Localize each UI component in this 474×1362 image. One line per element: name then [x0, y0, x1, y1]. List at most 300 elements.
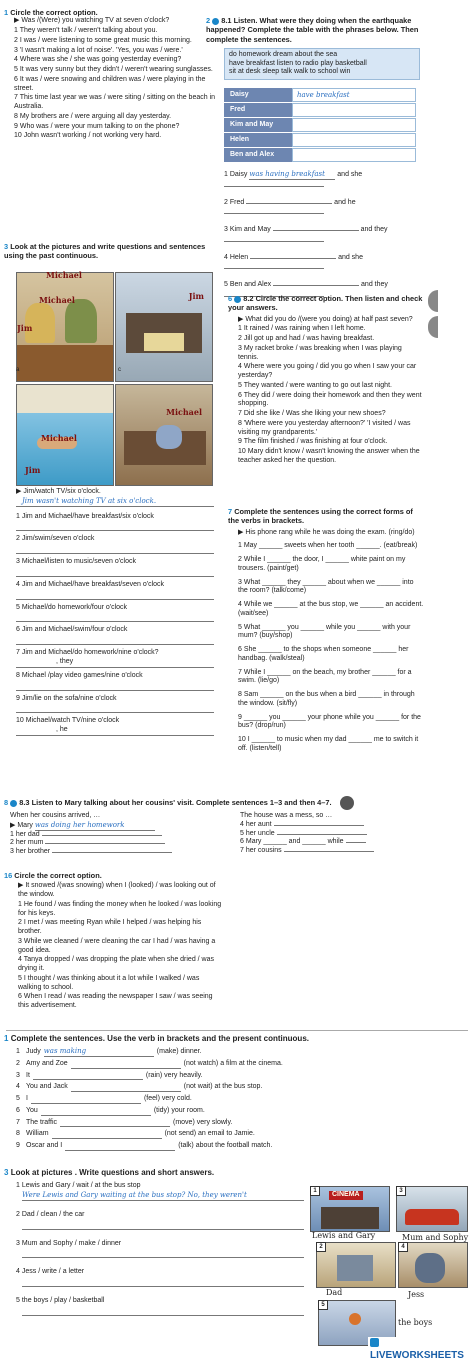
option-item[interactable]: 5 I thought / was thinking about it a lot while I walked / was walking to school. — [18, 974, 200, 991]
he-label: , he — [56, 726, 68, 733]
logo-text: LIVEWORKSHEETS — [370, 1349, 464, 1361]
prompt-item — [16, 581, 214, 600]
exercise-6 — [228, 294, 424, 467]
answer-field[interactable]: was having breakfast — [249, 170, 335, 180]
item-number: 4 — [240, 820, 244, 828]
exercise-16 — [4, 871, 224, 1012]
picture-label: Mum and Sophy — [402, 1233, 469, 1242]
answer-table — [224, 88, 416, 162]
prompt-item — [16, 717, 214, 736]
item-subject: her dad — [15, 830, 40, 838]
exercise-title: Circle the correct option. — [10, 8, 98, 17]
option-item[interactable]: 2 Jill got up and had / was having breakfast. — [238, 335, 375, 342]
sentence-item — [240, 847, 440, 856]
answer-field[interactable]: was doing her homework — [35, 821, 155, 831]
picture-badge: 4 — [398, 1242, 408, 1252]
sentence-item — [10, 839, 240, 848]
exercise-6-header — [228, 294, 424, 313]
answer-line[interactable] — [224, 207, 324, 214]
prompt-item — [16, 695, 214, 714]
item-number: 9 — [16, 1142, 20, 1149]
item-number: 1 — [10, 830, 14, 838]
row-name: Fred — [224, 103, 292, 117]
answer-field[interactable] — [60, 1126, 170, 1127]
item-subject: The traffic — [26, 1118, 57, 1126]
answer-field[interactable] — [274, 825, 364, 826]
prompt-text: 10 Michael/watch TV/nine o'clock — [16, 717, 120, 725]
sentence-item — [16, 1072, 444, 1081]
option-item[interactable]: 2 I met / was meeting Ryan while I helped / was helping his brother. — [18, 919, 202, 935]
prompt-item — [16, 672, 214, 691]
option-item[interactable]: 10 Mary didn't know / wasn't knowing the answer when the teacher asked her the question. — [238, 448, 420, 464]
picture-badge: 3 — [396, 1186, 406, 1196]
sentence-item — [240, 821, 440, 830]
sentence-item — [16, 1107, 444, 1116]
prompt — [16, 1240, 304, 1249]
gap-fill-item[interactable]: 6 She ______ to the shops when someone ______ her handbag. (walk/steal) — [238, 646, 409, 662]
option-item[interactable]: 5 It was very sunny but they didn't / weren't wearing sunglasses. — [14, 66, 213, 73]
item-number: 7 — [16, 1118, 20, 1126]
answer-field[interactable] — [250, 258, 336, 259]
exercise-1 — [4, 8, 216, 142]
option-item[interactable]: 6 They did / were doing their homework and then they went shopping. — [238, 391, 422, 408]
sentence-item — [16, 1142, 444, 1151]
phrase-line: have breakfast listen to radio play basketball — [229, 59, 367, 67]
option-item[interactable]: 4 Where were you going / did you go when I saw your car yesterday? — [238, 363, 417, 379]
item-number: 2 — [16, 1210, 20, 1218]
gap-fill-item[interactable]: 8 Sam ______ on the bus when a bird ______ in through the window. (sit/fly) — [238, 691, 415, 707]
prompt-item — [16, 604, 214, 623]
prompt — [16, 1211, 304, 1220]
gap-fill-item[interactable]: 9 ______ you ______ your phone while you ______ for the bus? (drop/run) — [238, 713, 421, 730]
prompt — [16, 1268, 304, 1277]
sentence-number: 1 — [224, 171, 228, 178]
gap-fill-item[interactable]: 5 What ______ you ______ while you ______ with your mum? (buy/shop) — [238, 623, 411, 640]
row-answer-field[interactable] — [292, 103, 416, 117]
answer-line[interactable] — [16, 703, 214, 713]
sentence-item — [224, 254, 420, 274]
prompt — [16, 1182, 304, 1191]
option-item[interactable]: 8 My brothers are / were arguing all day yesterday. — [14, 112, 172, 120]
option-item[interactable]: 7 This time last year we was / were siting / sitting on the beach in Australia. — [14, 94, 216, 110]
answer-line[interactable] — [16, 590, 214, 600]
item-number: 7 — [240, 847, 244, 854]
question-item — [16, 1297, 304, 1316]
answer-line[interactable] — [16, 658, 214, 668]
answer-line[interactable] — [224, 180, 324, 187]
speaker-icon[interactable] — [340, 796, 354, 810]
item-number: 3 — [16, 1239, 20, 1247]
exercise-1-header — [4, 8, 216, 17]
item-subject: her uncle — [245, 829, 275, 837]
audio-icon[interactable] — [10, 800, 17, 807]
answer-field[interactable] — [22, 1306, 304, 1316]
option-item[interactable]: 7 Did she like / Was she liking your new shoes? — [238, 410, 386, 417]
gap-fill-item[interactable]: 2 While I ______ the door, I ______ white paint on my trousers. (paint/get) — [238, 556, 406, 572]
row-name: Kim and May — [224, 118, 292, 132]
picture-car-wash — [396, 1186, 468, 1232]
sentence-item — [10, 831, 240, 840]
logo-icon — [370, 1338, 379, 1347]
row-answer-field[interactable] — [292, 118, 416, 132]
side-tab-decoration — [428, 290, 438, 312]
answer-field[interactable] — [31, 1103, 141, 1104]
answer-field[interactable] — [22, 1220, 304, 1230]
exercise-number: 2 — [206, 16, 211, 25]
option-item[interactable]: 2 I was / were listening to some great music this morning. — [14, 36, 192, 44]
item-number: 6 — [16, 1106, 20, 1114]
exercise-title: Complete the sentences. Use the verb in brackets and the present continuous. — [10, 1034, 309, 1043]
option-item[interactable]: ▶ What did you do /(were you doing) at half past seven? — [238, 315, 413, 323]
gap-fill-item[interactable]: 7 While I ______ on the beach, my brother ______ for a swim. (lie/go) — [238, 668, 412, 685]
gap-fill-item[interactable]: ▶ His phone rang while he was doing the exam. (ring/do) — [238, 528, 415, 536]
gap-fill-item[interactable]: 3 What ______ they ______ about when we ______ into the room? (talk/come) — [238, 578, 414, 595]
item-number: 5 — [16, 1297, 20, 1304]
item-subject: Judy — [26, 1048, 41, 1055]
item-subject: her aunt — [245, 820, 272, 828]
gap-fill-item[interactable]: 4 While we ______ at the bus stop, we ______ an accident. (wait/see) — [238, 601, 424, 617]
exercise-number: 8 — [4, 797, 9, 807]
prompt-text: 5 Michael/do homework/four o'clock — [16, 603, 128, 611]
answer-line[interactable] — [16, 567, 214, 577]
exercise-number: 6 — [228, 294, 233, 303]
section-divider — [6, 1030, 468, 1031]
exercise-8 — [4, 796, 444, 857]
pic-label: Michael — [166, 407, 202, 417]
item-number: 8 — [16, 1130, 20, 1138]
sentence-end: and she — [337, 171, 363, 178]
prompt-text: 3 Michael/listen to music/seven o'clock — [16, 558, 136, 565]
option-item[interactable]: 3 'I wasn't making a lot of noise'. 'Yes, you was / were.' — [14, 46, 183, 54]
option-item[interactable]: 1 He found / was finding the money when he looked / was looking for his keys. — [18, 900, 222, 917]
picture-label: Jess — [408, 1290, 425, 1299]
sentence-item — [16, 1130, 444, 1139]
sentence-end: and they — [361, 281, 388, 288]
cinema-sign: CINEMA — [329, 1191, 363, 1200]
item-verb: (rain) very heavily. — [145, 1071, 203, 1079]
option-item[interactable]: 6 It was / were snowing and children was / were playing in the street. — [14, 75, 206, 92]
prompt-item — [16, 513, 214, 532]
option-item[interactable]: 3 While we cleaned / were cleaning the car I had / was having a good idea. — [18, 937, 216, 954]
row-name: Daisy — [224, 88, 292, 102]
item-subject: It — [26, 1071, 30, 1079]
prompt-item — [16, 626, 214, 645]
item-number: 1 — [16, 1048, 20, 1055]
option-item[interactable]: 1 They weren't talk / weren't talking about you. — [14, 27, 158, 34]
exercise-title: Look at pictures . Write questions and short answers. — [10, 1168, 215, 1177]
picture-kitchen — [316, 1242, 396, 1288]
pic-label: Michael — [39, 295, 75, 305]
prompt-text: 7 Jim and Michael/do homework/nine o'clock? — [16, 649, 159, 656]
option-item[interactable]: 10 John wasn't working / not working very hard. — [14, 132, 162, 140]
item-number: 4 — [16, 1083, 20, 1091]
item-verb: (move) very slowly. — [173, 1118, 233, 1126]
item-verb: (tidy) your room. — [153, 1106, 205, 1114]
picture-badge: 2 — [316, 1242, 326, 1252]
answer-field[interactable] — [65, 1150, 175, 1151]
exercise-number: 1 — [4, 1034, 9, 1043]
item-subject: Mary ______ and ______ while — [245, 838, 344, 846]
item-subject: You — [26, 1106, 38, 1114]
item-number: 4 — [16, 1268, 20, 1276]
answer-field[interactable] — [22, 1248, 304, 1258]
exercise-2 — [206, 16, 420, 309]
item-number: 5 — [240, 829, 244, 837]
answer-field[interactable] — [52, 1138, 162, 1139]
option-item[interactable]: 9 The film finished / was finishing at four o'clock. — [238, 438, 388, 446]
picture-d — [115, 384, 213, 486]
answer-field[interactable] — [346, 842, 366, 843]
answer-field[interactable] — [71, 1068, 181, 1069]
gap-fill-item[interactable]: 1 May ______ sweets when her tooth ______. (eat/break) — [238, 542, 418, 550]
item-verb: (not wait) at the bus stop. — [183, 1083, 263, 1091]
exercise-questions — [4, 1168, 304, 1326]
option-item[interactable]: 4 Where was she / she was going yesterday evening? — [14, 56, 182, 64]
item-number: 5 — [16, 1095, 20, 1102]
exercise-1-items — [4, 17, 216, 141]
picture-label: Dad — [326, 1288, 343, 1297]
item-verb: (talk) about the football match. — [178, 1142, 273, 1149]
table-row — [224, 118, 416, 132]
table-row — [224, 148, 416, 162]
sentence-number: 5 — [224, 281, 228, 288]
sentence-subject: Fred — [229, 198, 245, 206]
exercise-title: Listen to Mary talking about her cousins' visit. Complete sentences 1–3 and then 4–7. — [31, 797, 332, 807]
item-subject: her brother — [15, 848, 51, 855]
prompt — [16, 1297, 304, 1306]
question-item — [16, 1211, 304, 1230]
row-answer-field[interactable] — [292, 148, 416, 162]
picture-badge: 1 — [310, 1186, 320, 1196]
answer-line[interactable] — [224, 262, 324, 269]
item-subject: William — [26, 1130, 49, 1138]
answer-field[interactable]: was making — [44, 1047, 154, 1057]
answer-field[interactable] — [273, 230, 359, 231]
audio-icon[interactable] — [212, 18, 219, 25]
prompt-text: 4 Jim and Michael/have breakfast/seven o'clock — [16, 580, 165, 588]
picture-a — [16, 272, 114, 382]
option-item[interactable]: 9 Who was / were your mum talking to on the phone? — [14, 122, 180, 130]
sentence-subject: Ben and Alex — [229, 281, 272, 288]
exercise-3-items — [16, 488, 214, 740]
sentence-item — [224, 226, 420, 246]
side-tab-decoration — [428, 316, 438, 338]
phrase-line: sit at desk sleep talk walk to school win — [229, 68, 351, 76]
row-name: Ben and Alex — [224, 148, 292, 162]
exercise-7 — [228, 507, 424, 759]
sentence-subject: Kim and May — [229, 226, 271, 233]
answer-field[interactable] — [42, 835, 162, 836]
exercise-3 — [4, 242, 210, 261]
table-row — [224, 103, 416, 117]
picture-badge: 5 — [318, 1300, 328, 1310]
sentence-item — [224, 199, 420, 219]
item-number: 3 — [10, 848, 14, 855]
prompt-text: Jess / write / a letter — [21, 1268, 85, 1276]
exercise-title: Circle the correct option. Then listen and check your answers. — [228, 294, 423, 313]
answer-line[interactable] — [16, 635, 214, 645]
example-prompt: ▶ Jim/watch TV/six o'clock. — [16, 488, 101, 495]
exercise-title: Circle the correct option. — [14, 871, 102, 880]
option-item[interactable]: 6 When I read / was reading the newspaper I saw / was seeing this advertisement. — [18, 993, 213, 1009]
pic-label: Jim — [17, 323, 33, 333]
option-item[interactable]: 5 They wanted / were wanting to go out last night. — [238, 381, 392, 389]
option-item[interactable]: 1 It rained / was raining when I left home. — [238, 325, 366, 333]
pic-caption: c — [118, 367, 121, 373]
exercise-2-sentences — [224, 170, 420, 301]
answer-line[interactable] — [224, 235, 324, 242]
prompt-text: 8 Michael /play video games/nine o'clock — [16, 671, 143, 679]
sentence-item — [240, 838, 440, 847]
sentence-item — [240, 830, 440, 839]
answer-field[interactable] — [22, 1277, 304, 1287]
track-code: 8.3 — [19, 797, 30, 807]
phrase-box — [224, 48, 420, 80]
item-subject: her mum — [15, 839, 44, 847]
pic-caption: a — [16, 367, 20, 373]
sentence-number: 4 — [224, 253, 228, 261]
picture-label: Lewis and Gary — [312, 1231, 376, 1240]
answer-field[interactable] — [277, 834, 367, 835]
answer-line[interactable] — [16, 726, 214, 736]
audio-icon[interactable] — [234, 296, 241, 303]
sentence-number: 2 — [224, 198, 228, 206]
sentence-item — [10, 848, 240, 857]
exercise-16-header — [4, 871, 224, 880]
exercise-complete-sentences — [4, 1034, 444, 1154]
option-item[interactable]: 3 My racket broke / was breaking when I was playing tennis. — [238, 344, 402, 361]
sentence-item — [16, 1083, 444, 1092]
picture-label: the boys — [398, 1318, 433, 1327]
prompt-text: 1 Jim and Michael/have breakfast/six o'clock — [16, 512, 154, 520]
exercise-8-header — [4, 796, 444, 810]
table-row — [224, 133, 416, 147]
picture-c — [16, 384, 114, 486]
pic-label: Michael — [41, 433, 77, 443]
item-subject: Mary — [17, 821, 33, 829]
item-number: 2 — [10, 839, 14, 847]
answer-field[interactable] — [45, 843, 165, 844]
gap-fill-item[interactable]: 10 I ______ to music when my dad ______ me to switch it off. (listen/tell) — [238, 736, 419, 752]
sentence-subject: Daisy — [229, 171, 248, 178]
exercise-3-header — [4, 242, 210, 261]
liveworksheets-logo[interactable] — [368, 1337, 474, 1362]
prompt-item — [16, 535, 214, 554]
answer-field[interactable] — [71, 1091, 181, 1092]
option-item[interactable]: 8 'Where were you yesterday afternoon?' 'I visited / was visiting my grandparents.' — [238, 419, 411, 436]
item-number: ▶ — [10, 821, 16, 829]
exercise-number: 3 — [4, 242, 9, 251]
exercise-number: 7 — [228, 507, 233, 516]
exercise-number: 1 — [4, 8, 9, 17]
picture-b — [115, 272, 213, 382]
item-number: 1 — [16, 1182, 20, 1189]
prompt-text: 6 Jim and Michael/swim/four o'clock — [16, 626, 128, 634]
prompt-text: Mum and Sophy / make / dinner — [21, 1239, 122, 1247]
item-verb: (make) dinner. — [156, 1048, 202, 1055]
prompt-item — [16, 649, 214, 668]
exercise-title: Complete the sentences using the correct forms of the verbs in brackets. — [228, 507, 413, 526]
item-subject: I — [26, 1095, 28, 1102]
exercise-2-header — [206, 16, 420, 44]
sentence-item — [224, 170, 420, 191]
answer-line[interactable] — [16, 612, 214, 622]
pic-label: Jim — [25, 465, 41, 475]
picture-cinema — [310, 1186, 390, 1232]
answer-field[interactable] — [52, 852, 172, 853]
prompt-text: Dad / clean / the car — [21, 1210, 85, 1218]
answer-line[interactable] — [16, 681, 214, 691]
row-answer-field[interactable] — [292, 133, 416, 147]
question-item — [16, 1268, 304, 1287]
answer-field[interactable] — [33, 1079, 143, 1080]
item-number: 2 — [16, 1059, 20, 1067]
item-verb: (not watch) a film at the cinema. — [183, 1059, 283, 1067]
sentence-item — [16, 1119, 444, 1128]
sentence-item — [16, 1047, 444, 1057]
example-answer: Jim wasn't watching TV at six o'clock. — [16, 497, 214, 507]
answer-line[interactable] — [16, 521, 214, 531]
exercise-title: Listen. What were they doing when the earthquake happened? Complete the table with the phrases below. Then complete the sentences. — [206, 16, 419, 44]
item-subject: Oscar and I — [26, 1142, 63, 1149]
option-item[interactable]: ▶ It snowed /(was snowing) when I (looked) / was looking out of the window. — [18, 882, 216, 898]
sentence-end: and she — [338, 253, 363, 261]
item-verb: (not send) an email to Jamie. — [164, 1130, 255, 1138]
item-subject: her cousins — [245, 847, 282, 854]
item-number: 6 — [240, 838, 244, 846]
picture-desk — [398, 1242, 468, 1288]
sentence-end: and they — [360, 226, 388, 233]
sentence-number: 3 — [224, 226, 228, 233]
exercise-7-header — [228, 507, 424, 526]
sentence-subject: Helen — [229, 253, 249, 261]
item-verb: (feel) very cold. — [143, 1095, 192, 1102]
answer-field[interactable] — [41, 1115, 151, 1116]
exercise-number: 3 — [4, 1168, 9, 1177]
prompt-text: 9 Jim/lie on the sofa/nine o'clock — [16, 694, 117, 702]
table-row — [224, 88, 416, 102]
answer-field[interactable] — [246, 203, 332, 204]
answer-line[interactable] — [16, 544, 214, 554]
track-code: 8.1 — [221, 16, 232, 25]
right-intro: The house was a mess, so … — [240, 812, 333, 819]
exercise-b-header — [4, 1168, 304, 1178]
answer-field[interactable] — [284, 851, 374, 852]
exercise-a-header — [4, 1034, 444, 1044]
prompt-item — [16, 558, 214, 577]
sentence-end: and he — [334, 198, 356, 206]
prompt-text: 2 Jim/swim/seven o'clock — [16, 535, 95, 543]
option-item[interactable]: ▶ Was /(Were) you watching TV at seven o'clock? — [14, 17, 170, 25]
sentence-item — [16, 1095, 444, 1104]
item-subject: Amy and Zoe — [26, 1059, 68, 1067]
question-item — [16, 1182, 304, 1201]
option-item[interactable]: 4 Tanya dropped / was dropping the plate when she dried / was drying it. — [18, 956, 214, 972]
row-answer-field[interactable]: have breakfast — [292, 88, 416, 102]
pic-label: Jim — [188, 291, 204, 301]
pic-label: Michael — [46, 270, 82, 280]
exercise-title: Look at the pictures and write questions and sentences using the past continuous. — [4, 242, 206, 261]
they-label: , they — [56, 657, 74, 665]
answer-field[interactable]: Were Lewis and Gary waiting at the bus stop? No, they weren't — [22, 1191, 304, 1201]
answer-field[interactable] — [273, 285, 359, 286]
question-item — [16, 1240, 304, 1259]
exercise-number: 16 — [4, 871, 13, 880]
sentence-item — [10, 821, 240, 831]
sentence-item — [16, 1060, 444, 1069]
item-number: 3 — [16, 1071, 20, 1079]
track-code: 8.2 — [243, 294, 254, 303]
